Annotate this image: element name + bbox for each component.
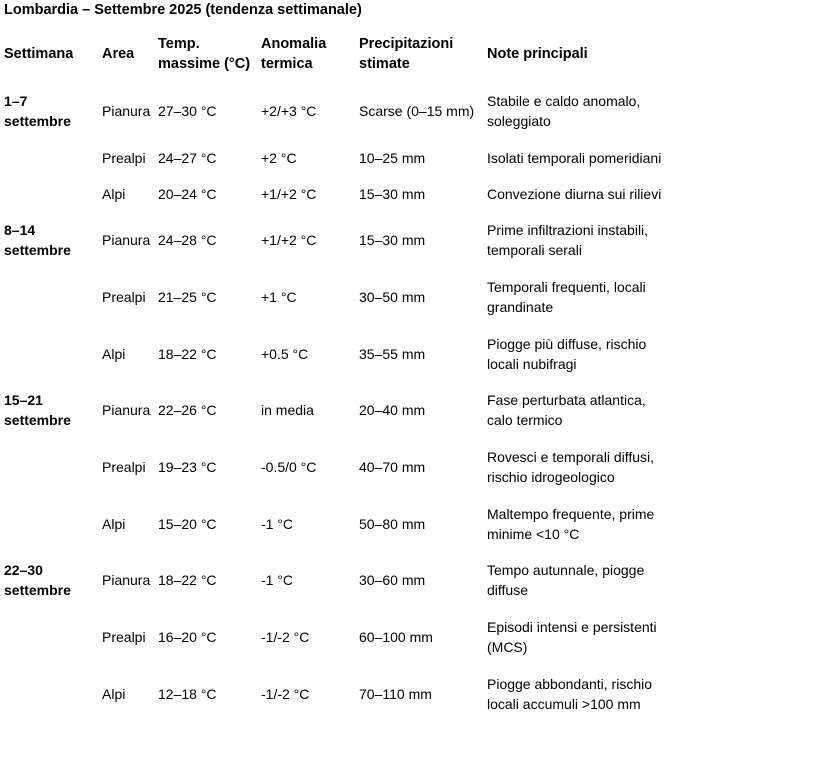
cell-anomaly: +1 °C — [261, 289, 297, 305]
cell-temp: 22–26 °C — [158, 402, 217, 418]
cell-precip: 70–110 mm — [359, 686, 432, 702]
cell-note: Stabile e caldo anomalo, soleggiato — [487, 93, 641, 129]
cell-precip: 60–100 mm — [359, 629, 433, 645]
cell-precip: 15–30 mm — [359, 186, 426, 202]
cell-area: Alpi — [102, 686, 126, 702]
cell-precip: Scarse (0–15 mm) — [359, 103, 475, 119]
cell-anomaly: +1/+2 °C — [261, 232, 317, 248]
cell-area: Alpi — [102, 516, 126, 532]
cell-temp: 27–30 °C — [158, 103, 217, 119]
cell-note: Piogge più diffuse, rischio locali nubifragi — [487, 336, 647, 372]
cell-area: Alpi — [102, 186, 126, 202]
cell-precip: 15–30 mm — [359, 232, 426, 248]
cell-note: Piogge abbondanti, rischio locali accumuli >100 mm — [487, 676, 653, 712]
cell-area: Pianura — [102, 103, 151, 119]
cell-anomaly: +1/+2 °C — [261, 186, 317, 202]
header-week: Settimana — [4, 46, 74, 62]
cell-area: Alpi — [102, 346, 126, 362]
cell-anomaly: +2/+3 °C — [261, 103, 317, 119]
cell-precip: 40–70 mm — [359, 459, 426, 475]
cell-anomaly: in media — [261, 402, 314, 418]
cell-temp: 16–20 °C — [158, 629, 217, 645]
cell-note: Episodi intensi e persistenti (MCS) — [487, 619, 657, 655]
page-title: Lombardia – Settembre 2025 (tendenza settimanale) — [4, 2, 362, 18]
header-notes: Note principali — [487, 46, 588, 62]
header-precip: Precipitazioni stimate — [359, 36, 454, 72]
cell-precip: 10–25 mm — [359, 150, 426, 166]
week-label: 15–21 settembre — [4, 392, 71, 428]
cell-anomaly: -1/-2 °C — [261, 686, 310, 702]
cell-note: Isolati temporali pomeridiani — [487, 150, 662, 166]
cell-area: Prealpi — [102, 150, 146, 166]
cell-anomaly: +0.5 °C — [261, 346, 309, 362]
header-anomaly: Anomalia termica — [261, 36, 327, 72]
cell-anomaly: -1 °C — [261, 516, 294, 532]
cell-temp: 21–25 °C — [158, 289, 217, 305]
cell-note: Temporali frequenti, locali grandinate — [487, 279, 646, 315]
week-label: 8–14 settembre — [4, 222, 71, 258]
cell-anomaly: +2 °C — [261, 150, 297, 166]
cell-anomaly: -1/-2 °C — [261, 629, 310, 645]
cell-note: Maltempo frequente, prime minime <10 °C — [487, 506, 655, 542]
cell-precip: 35–55 mm — [359, 346, 426, 362]
cell-temp: 24–28 °C — [158, 232, 217, 248]
cell-temp: 15–20 °C — [158, 516, 217, 532]
cell-note: Tempo autunnale, piogge diffuse — [487, 562, 645, 598]
cell-temp: 24–27 °C — [158, 150, 217, 166]
week-label: 1–7 settembre — [4, 93, 71, 129]
cell-temp: 19–23 °C — [158, 459, 217, 475]
cell-note: Convezione diurna sui rilievi — [487, 186, 662, 202]
cell-precip: 20–40 mm — [359, 402, 426, 418]
cell-note: Fase perturbata atlantica, calo termico — [487, 392, 646, 428]
cell-temp: 18–22 °C — [158, 572, 217, 588]
cell-anomaly: -1 °C — [261, 572, 294, 588]
cell-area: Prealpi — [102, 289, 146, 305]
header-area: Area — [102, 46, 135, 62]
cell-area: Pianura — [102, 232, 151, 248]
cell-precip: 30–60 mm — [359, 572, 426, 588]
cell-area: Prealpi — [102, 459, 146, 475]
cell-temp: 20–24 °C — [158, 186, 217, 202]
cell-area: Pianura — [102, 572, 151, 588]
header-temp: Temp. massime (°C) — [158, 36, 251, 72]
cell-note: Rovesci e temporali diffusi, rischio idrogeologico — [487, 449, 655, 485]
cell-area: Pianura — [102, 402, 151, 418]
cell-anomaly: -0.5/0 °C — [261, 459, 317, 475]
cell-area: Prealpi — [102, 629, 146, 645]
cell-temp: 12–18 °C — [158, 686, 217, 702]
cell-precip: 50–80 mm — [359, 516, 426, 532]
cell-note: Prime infiltrazioni instabili, temporali serali — [487, 222, 649, 258]
cell-temp: 18–22 °C — [158, 346, 217, 362]
week-label: 22–30 settembre — [4, 562, 71, 598]
cell-precip: 30–50 mm — [359, 289, 426, 305]
